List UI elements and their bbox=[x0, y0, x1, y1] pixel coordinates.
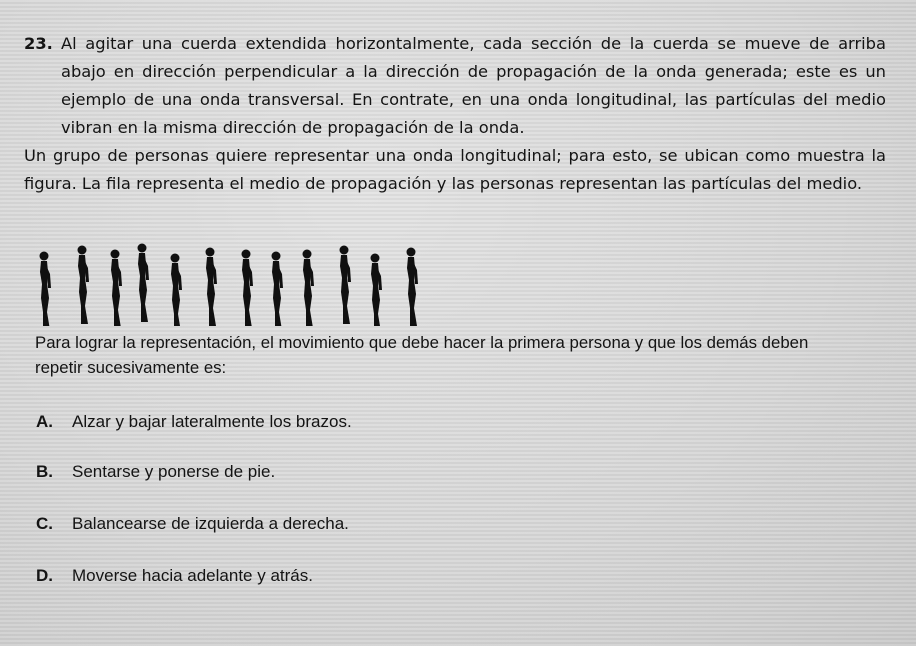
option-d-text: Moverse hacia adelante y atrás. bbox=[72, 566, 313, 585]
option-c-text: Balancearse de izquierda a derecha. bbox=[72, 514, 349, 533]
option-a-letter: A. bbox=[36, 412, 53, 431]
person-4 bbox=[138, 244, 150, 323]
person-10 bbox=[340, 246, 352, 325]
person-2 bbox=[78, 246, 90, 325]
option-d[interactable] bbox=[36, 566, 313, 586]
option-c-letter: C. bbox=[36, 514, 53, 533]
question-first-paragraph bbox=[24, 30, 886, 142]
person-1 bbox=[40, 252, 52, 327]
person-6 bbox=[206, 248, 218, 327]
question-prompt: Para lograr la representación, el movimiento que debe hacer la primera persona y que los demás deben repetir sucesivamente es: bbox=[35, 333, 809, 377]
option-a[interactable] bbox=[36, 412, 352, 432]
person-11 bbox=[371, 254, 383, 327]
person-7 bbox=[242, 250, 254, 327]
question-block bbox=[24, 30, 886, 198]
person-12 bbox=[407, 248, 419, 327]
option-b-text: Sentarse y ponerse de pie. bbox=[72, 462, 276, 481]
person-9 bbox=[303, 250, 315, 327]
person-3 bbox=[111, 250, 123, 327]
option-d-letter: D. bbox=[36, 566, 53, 585]
option-a-text: Alzar y bajar lateralmente los brazos. bbox=[72, 412, 352, 431]
question-number: 23. bbox=[24, 34, 53, 53]
question-first-paragraph-text: Al agitar una cuerda extendida horizontalmente, cada sección de la cuerda se mueve de arriba abajo en dirección perpendicular a la dirección de propagación de la onda generada; este es un ejemplo de una onda transversal. En contrate, en una onda longitudinal, las partículas del medio vibran en la misma dirección de propagación de la onda. bbox=[61, 34, 886, 137]
option-b[interactable] bbox=[36, 462, 275, 482]
person-5 bbox=[171, 254, 183, 327]
people-row-figure bbox=[30, 242, 430, 326]
option-b-letter: B. bbox=[36, 462, 53, 481]
question-second-paragraph: Un grupo de personas quiere representar una onda longitudinal; para esto, se ubican como muestra la figura. La fila representa el medio de propagación y las personas representan las partículas del medio. bbox=[24, 146, 886, 193]
option-c[interactable] bbox=[36, 514, 349, 534]
person-8 bbox=[272, 252, 284, 327]
